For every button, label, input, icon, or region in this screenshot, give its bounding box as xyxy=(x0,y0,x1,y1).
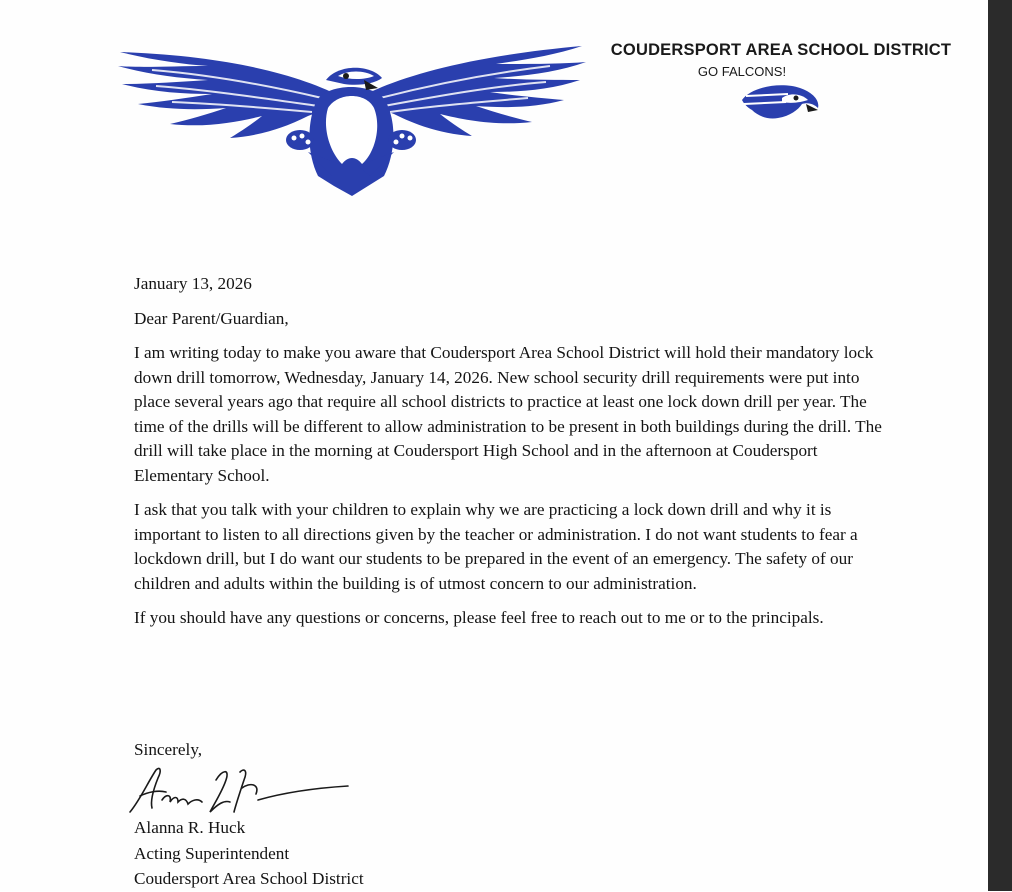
letter-paragraph: I am writing today to make you aware that Coudersport Area School District will hold their mandatory lock down drill tomorrow, Wednesday, January 14, 2026. New school security drill requirements were put into place several years ago that require all school districts to practice at least one lock down drill per year. The time of the drills will be different to allow administration to be present in both buildings during the drill. The drill will take place in the morning at Coudersport High School and in the afternoon at Coudersport Elementary School. xyxy=(134,343,882,485)
letter-paragraph: If you should have any questions or concerns, please feel free to reach out to me or to the principals. xyxy=(134,608,824,627)
signer-name: Alanna R. Huck xyxy=(134,818,246,837)
signer-organization: Coudersport Area School District xyxy=(134,869,364,888)
letter-closing: Sincerely, xyxy=(134,740,203,759)
district-motto: GO FALCONS! xyxy=(697,64,787,79)
falcon-logo-icon xyxy=(112,36,590,196)
letter-date: January 13, 2026 xyxy=(134,274,252,293)
scan-border xyxy=(988,0,1012,891)
district-name: COUDERSPORT AREA SCHOOL DISTRICT xyxy=(610,41,952,59)
handwritten-signature xyxy=(126,760,356,820)
letter-paragraph: I ask that you talk with your children to explain why we are practicing a lock down drill and why it is important to listen to all directions given by the teacher or administration. I do not want students to fear a lockdown drill, but I do want our students to be prepared in the event of an emergency. The safety of our children and adults within the building is of utmost concern to our administration. xyxy=(134,500,858,593)
falcon-head-icon xyxy=(738,80,822,122)
letter-body xyxy=(134,272,894,641)
district-header xyxy=(598,41,964,79)
letter-salutation: Dear Parent/Guardian, xyxy=(134,308,289,328)
signature-block xyxy=(134,815,364,892)
signer-title: Acting Superintendent xyxy=(134,843,290,863)
